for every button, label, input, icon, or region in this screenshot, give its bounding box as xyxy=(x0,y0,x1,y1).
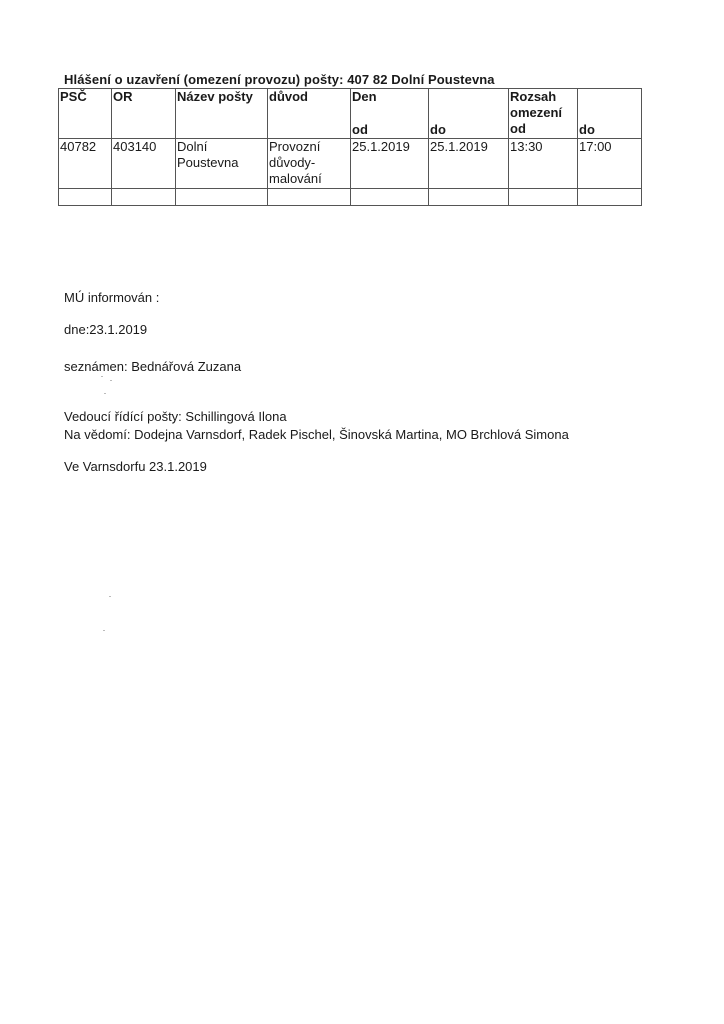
cell-nazev-line2: Poustevna xyxy=(177,155,239,170)
cell-den-do: 25.1.2019 xyxy=(429,139,509,189)
cell-psc: 40782 xyxy=(59,139,112,189)
empty-cell xyxy=(176,189,268,206)
cell-cas-do: 17:00 xyxy=(578,139,642,189)
empty-cell xyxy=(112,189,176,206)
header-den-od-cell xyxy=(351,89,429,139)
cell-nazev-line1: Dolní xyxy=(177,139,208,154)
empty-cell xyxy=(268,189,351,206)
cell-cas-od: 13:30 xyxy=(509,139,578,189)
scan-speck xyxy=(109,596,111,597)
seznamen-line: seznámen: Bednářová Zuzana xyxy=(64,359,242,374)
empty-cell xyxy=(578,189,642,206)
vedouci-line: Vedoucí řídící pošty: Schillingová Ilona xyxy=(64,409,287,424)
header-omezeni: omezení xyxy=(510,105,563,120)
header-or: OR xyxy=(112,89,176,139)
header-rozsah-do: do xyxy=(578,89,642,139)
date-line: dne:23.1.2019 xyxy=(64,322,148,337)
table-header-row xyxy=(59,89,642,139)
mu-informovan: MÚ informován : xyxy=(64,290,160,305)
header-rozsah: Rozsah xyxy=(510,89,557,104)
empty-cell xyxy=(429,189,509,206)
scan-speck xyxy=(104,393,106,394)
document-title: Hlášení o uzavření (omezení provozu) pošty: 407 82 Dolní Poustevna xyxy=(64,72,495,87)
table-row xyxy=(59,139,642,189)
cell-or: 403140 xyxy=(112,139,176,189)
empty-cell xyxy=(351,189,429,206)
header-rozsah-od-cell xyxy=(509,89,578,139)
header-psc: PSČ xyxy=(59,89,112,139)
cell-duvod-line2: důvody- xyxy=(269,155,316,170)
scan-speck xyxy=(110,380,112,381)
header-den-od: od xyxy=(352,122,368,137)
header-rozsah-od: od xyxy=(510,121,526,136)
cell-den-od: 25.1.2019 xyxy=(351,139,429,189)
cell-duvod xyxy=(268,139,351,189)
closure-table xyxy=(58,88,642,206)
place-date-line: Ve Varnsdorfu 23.1.2019 xyxy=(64,459,207,474)
cell-nazev xyxy=(176,139,268,189)
header-duvod: důvod xyxy=(268,89,351,139)
header-den: Den xyxy=(352,89,377,104)
cell-duvod-line1: Provozní xyxy=(269,139,321,154)
header-den-do: do xyxy=(429,89,509,139)
table-row-empty xyxy=(59,189,642,206)
header-nazev: Název pošty xyxy=(176,89,268,139)
scan-speck xyxy=(103,630,105,631)
empty-cell xyxy=(509,189,578,206)
scan-speck xyxy=(101,376,103,377)
empty-cell xyxy=(59,189,112,206)
na-vedomi-line: Na vědomí: Dodejna Varnsdorf, Radek Pischel, Šinovská Martina, MO Brchlová Simona xyxy=(64,427,569,442)
cell-duvod-line3: malování xyxy=(269,171,322,186)
